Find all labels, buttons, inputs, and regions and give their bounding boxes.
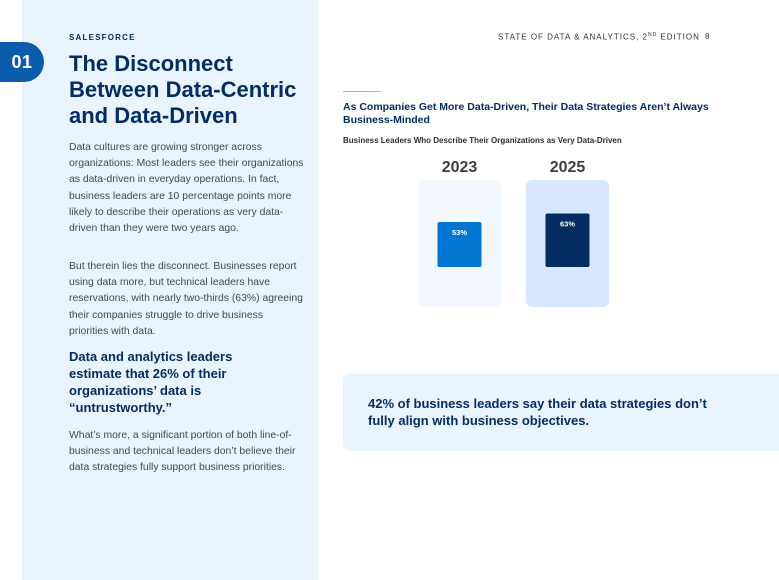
intro-paragraph: Data cultures are growing stronger across organizations: Most leaders see their organizations as data-driven in everyday operations. In fact, business leaders are 10 percentage points more likely to describe their operations as very data-driven than they were two years ago. — [69, 142, 304, 235]
callout-quote: Data and analytics leaders estimate that 26% of their organizations’ data is “untrustworthy.” — [69, 349, 233, 415]
value-label-2025: 63% — [559, 219, 576, 229]
chart-subtitle: Business Leaders Who Describe Their Organizations as Very Data-Driven — [343, 136, 622, 145]
bar-chart — [400, 150, 630, 315]
stat-text: 42% of business leaders say their data strategies don’t fully align with business objectives. — [368, 396, 707, 428]
chapter-number-tab: 01 — [0, 42, 44, 82]
chart-title: As Companies Get More Data-Driven, Their Data Strategies Aren’t Always Business-Minded — [343, 101, 709, 126]
value-label-2023: 53% — [451, 227, 468, 237]
brand-label: SALESFORCE — [69, 33, 136, 42]
edition-suffix: ND — [647, 32, 658, 38]
year-label-2023: 2023 — [441, 159, 478, 176]
stat-box — [343, 374, 779, 451]
page-title: The Disconnect Between Data-Centric and Data-Driven — [69, 51, 297, 128]
chart-rule — [343, 91, 381, 92]
disconnect-paragraph: But therein lies the disconnect. Businesses report using data more, but technical leaders have reservations, with nearly two-thirds (63%) agreeing their companies struggle to drive business priorities with data. — [69, 261, 303, 337]
year-label-2025: 2025 — [549, 159, 586, 176]
edition-word: EDITION — [657, 32, 700, 42]
page-number: 8 — [705, 32, 710, 41]
report-name: STATE OF DATA & ANALYTICS, 2 — [498, 32, 648, 42]
report-header — [498, 32, 700, 42]
closing-paragraph: What’s more, a significant portion of both line-of-business and technical leaders don’t believe their data strategies fully support business priorities. — [69, 430, 296, 474]
